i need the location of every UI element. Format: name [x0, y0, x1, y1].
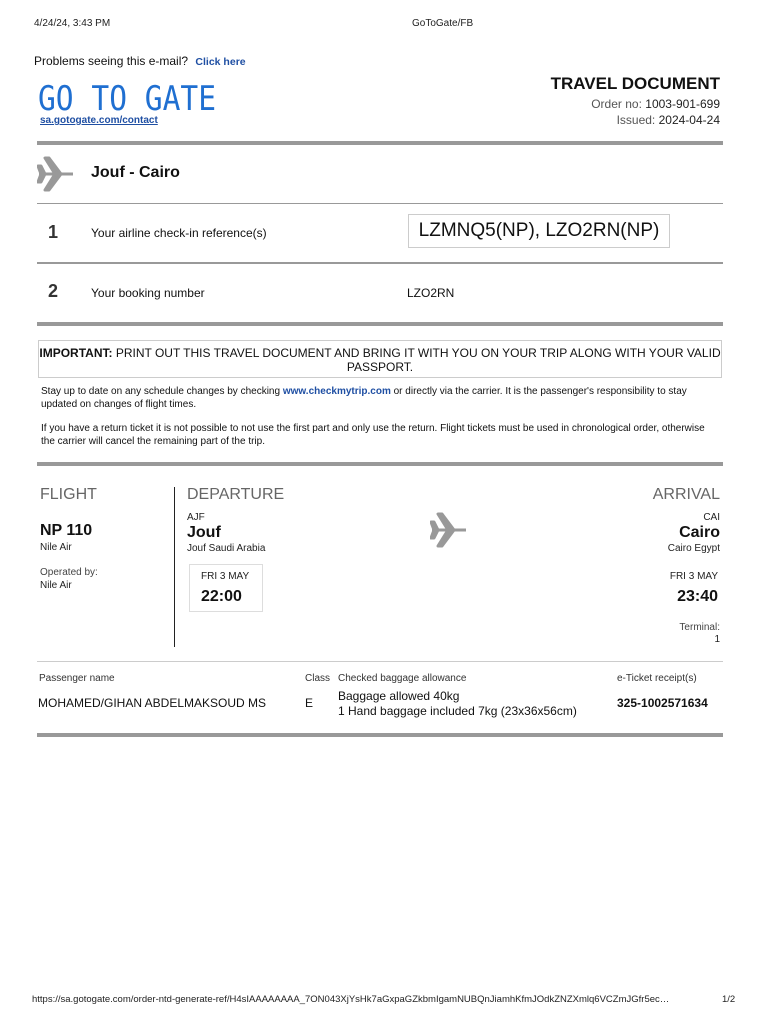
divider	[37, 262, 723, 264]
airplane-icon	[37, 156, 75, 192]
checkin-reference-label: Your airline check-in reference(s)	[91, 226, 267, 240]
route-title: Jouf - Cairo	[91, 164, 180, 181]
arrival-city: Cairo	[679, 524, 720, 541]
departure-region: Jouf Saudi Arabia	[187, 543, 266, 554]
baggage-label: Checked baggage allowance	[338, 673, 467, 684]
booking-number-label: Your booking number	[91, 286, 205, 300]
issued-value: 2024-04-24	[658, 113, 720, 127]
contact-link[interactable]: sa.gotogate.com/contact	[40, 115, 158, 126]
return-ticket-notice: If you have a return ticket it is not possible to not use the first part and only use the return. Flight tickets must be used in chronological order, otherwise the carrier will cancel the remaining part of the trip.	[41, 423, 705, 447]
divider	[37, 733, 723, 737]
divider	[37, 462, 723, 466]
order-label: Order no:	[591, 97, 642, 111]
ticket-label: e-Ticket receipt(s)	[617, 673, 697, 684]
issued-date	[617, 113, 720, 127]
departure-heading: DEPARTURE	[187, 486, 285, 503]
order-value: 1003-901-699	[645, 97, 720, 111]
print-datetime: 4/24/24, 3:43 PM	[34, 18, 111, 29]
ticket-number: 325-1002571634	[617, 696, 708, 710]
divider	[37, 322, 723, 326]
schedule-notice	[41, 386, 711, 411]
passenger-name: MOHAMED/GIHAN ABDELMAKSOUD MS	[38, 696, 267, 710]
passenger-name-label: Passenger name	[39, 673, 115, 684]
logo-text: GO TO GATE	[38, 80, 216, 114]
departure-code: AJF	[187, 512, 205, 523]
divider	[37, 203, 723, 204]
departure-date: FRI 3 MAY	[201, 571, 250, 582]
footer-url: https://sa.gotogate.com/order-ntd-generate-ref/H4sIAAAAAAAA_7ON043XjYsHk7aGxpaGZkbmIgamNUBQnJiamhKfmJOdkZNZXmlq6VCZmJGfr5ec…	[32, 994, 670, 1005]
divider	[37, 141, 723, 145]
class-label: Class	[305, 673, 331, 684]
column-divider	[174, 487, 175, 647]
arrival-date: FRI 3 MAY	[669, 571, 718, 582]
arrival-region: Cairo Egypt	[667, 543, 720, 554]
booking-number-value: LZO2RN	[407, 286, 455, 300]
departure-city: Jouf	[187, 524, 221, 541]
checkmytrip-link[interactable]: www.checkmytrip.com	[282, 386, 391, 397]
important-text: PRINT OUT THIS TRAVEL DOCUMENT AND BRING IT WITH YOU ON YOUR TRIP ALONG WITH YOUR VALID PASSPORT.	[112, 346, 721, 374]
checkin-reference-value: LZMNQ5(NP), LZO2RN(NP)	[408, 214, 670, 248]
arrival-heading: ARRIVAL	[652, 486, 720, 503]
flight-airline: Nile Air	[40, 542, 72, 553]
flight-number: NP 110	[40, 522, 93, 539]
row-number: 1	[48, 222, 59, 242]
airplane-icon	[430, 512, 468, 548]
email-notice	[34, 54, 246, 68]
important-label: IMPORTANT:	[39, 346, 113, 360]
baggage-allowed: Baggage allowed 40kg	[338, 689, 460, 703]
row-number: 2	[48, 281, 59, 301]
terminal-label: Terminal:	[679, 622, 720, 633]
issued-label: Issued:	[616, 113, 656, 127]
schedule-notice-end: or directly via the carrier. It is the passenger's responsibility to stay updated on changes of flight times.	[41, 386, 687, 410]
operated-by-value: Nile Air	[40, 580, 72, 591]
document-title: TRAVEL DOCUMENT	[550, 74, 720, 93]
operated-by-label: Operated by:	[40, 567, 98, 578]
departure-time: 22:00	[201, 588, 242, 605]
terminal-value: 1	[714, 634, 720, 645]
divider	[37, 661, 723, 662]
print-title: GoToGate/FB	[412, 18, 474, 29]
order-number	[591, 97, 720, 111]
click-here-link[interactable]: Click here	[195, 56, 246, 68]
page-number: 1/2	[722, 994, 736, 1005]
arrival-time: 23:40	[677, 588, 718, 605]
hand-baggage: 1 Hand baggage included 7kg (23x36x56cm)	[338, 704, 577, 718]
flight-heading: FLIGHT	[40, 486, 97, 503]
important-notice	[38, 340, 722, 378]
email-notice-text: Problems seeing this e-mail?	[34, 54, 189, 68]
gotogate-logo[interactable]	[38, 80, 218, 114]
schedule-notice-start: Stay up to date on any schedule changes by checking	[41, 386, 283, 397]
arrival-code: CAI	[703, 512, 720, 523]
class-value: E	[305, 696, 314, 710]
